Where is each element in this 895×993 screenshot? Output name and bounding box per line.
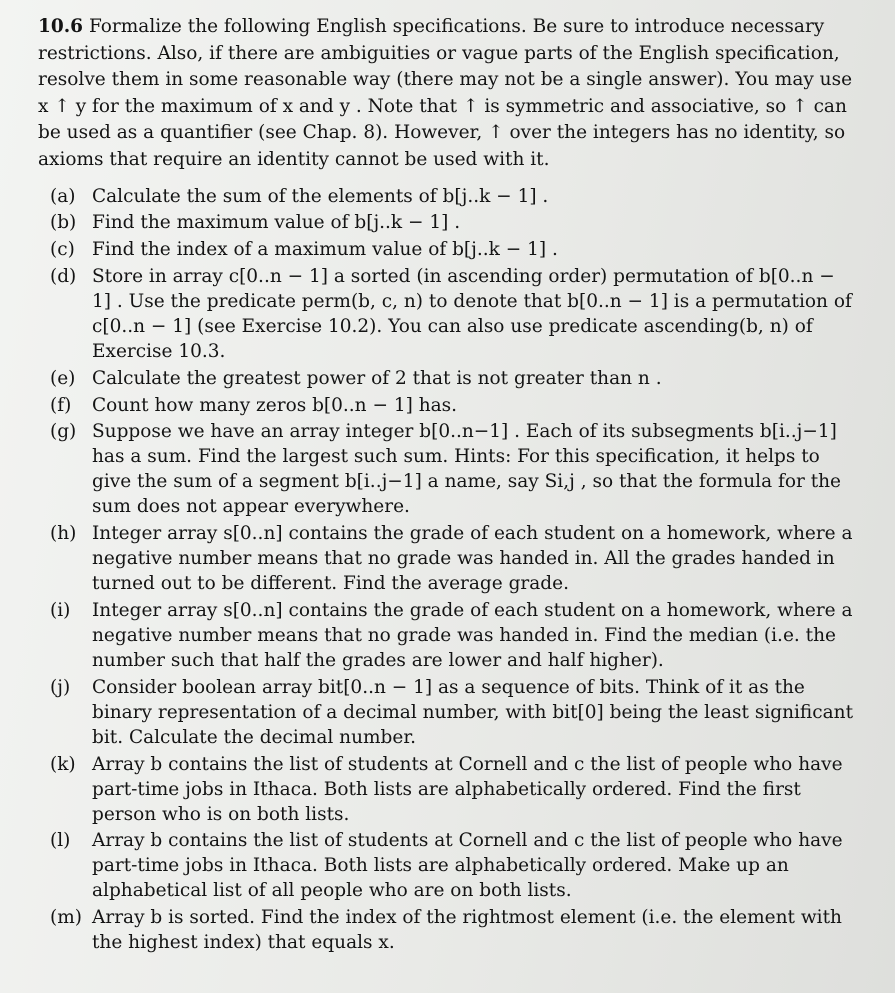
exercise-part-m: (m) Array b is sorted. Find the index of the rightmost element (i.e. the element with the highest index) that equals x. xyxy=(50,907,842,954)
exercise-instructions: Formalize the following English specifications. Be sure to introduce necessary restrictions. Also, if there are ambiguities or vague parts of the English specification, resolve them in some reasonable way (there may not be a single answer). You may use x ↑ y for the maximum of x and y . Note that ↑ is symmetric and associative, so ↑ can be used as a quantifier (see Chap. 8). However, ↑ over the integers has no identity, so axioms that require an identity cannot be used with it. xyxy=(38,16,853,170)
exercise-part-b: (b) Find the maximum value of b[j..k − 1] . xyxy=(50,212,461,234)
exercise-parts xyxy=(38,184,858,956)
exercise-part-j: (j) Consider boolean array bit[0..n − 1] as a sequence of bits. Think of it as the binary representation of a decimal number, with bit[0] being the least significant bit. Calculate the decimal number. xyxy=(50,676,854,748)
exercise-part-d: (d) Store in array c[0..n − 1] a sorted (in ascending order) permutation of b[0..n − 1] . Use the predicate perm(b, c, n) to denote that b[0..n − 1] is a permutation of c[0..n − 1] (see Exercise 10.2). You can also use predicate ascending(b, n) of Exercise 10.3. xyxy=(50,265,852,362)
exercise-part-i: (i) Integer array s[0..n] contains the grade of each student on a homework, where a negative number means that no grade was handed in. Find the median (i.e. the number such that half the grades are lower and half higher). xyxy=(50,599,853,671)
exercise-number: 10.6 xyxy=(38,16,84,37)
exercise-part-a: (a) Calculate the sum of the elements of b[j..k − 1] . xyxy=(50,185,549,207)
exercise-part-k: (k) Array b contains the list of students at Cornell and c the list of people who have part-time jobs in Ithaca. Both lists are alphabetically ordered. Find the first person who is on both lists. xyxy=(50,753,843,825)
exercise-part-f: (f) Count how many zeros b[0..n − 1] has. xyxy=(50,394,458,416)
exercise-part-e: (e) Calculate the greatest power of 2 that is not greater than n . xyxy=(50,367,662,389)
exercise-part-c: (c) Find the index of a maximum value of b[j..k − 1] . xyxy=(50,239,558,261)
textbook-page xyxy=(38,14,858,957)
exercise-intro xyxy=(38,14,858,174)
exercise-part-h: (h) Integer array s[0..n] contains the grade of each student on a homework, where a negative number means that no grade was handed in. All the grades handed in turned out to be different. Find the average grade. xyxy=(50,523,853,595)
exercise-part-g: (g) Suppose we have an array integer b[0..n−1] . Each of its subsegments b[i..j−1] has a sum. Find the largest such sum. Hints: For this specification, it helps to give the sum of a segment b[i..j−1] a name, say Si,j , so that the formula for the sum does not appear everywhere. xyxy=(50,421,841,518)
exercise-part-l: (l) Array b contains the list of students at Cornell and c the list of people who have part-time jobs in Ithaca. Both lists are alphabetically ordered. Make up an alphabetical list of all people who are on both lists. xyxy=(50,830,843,902)
